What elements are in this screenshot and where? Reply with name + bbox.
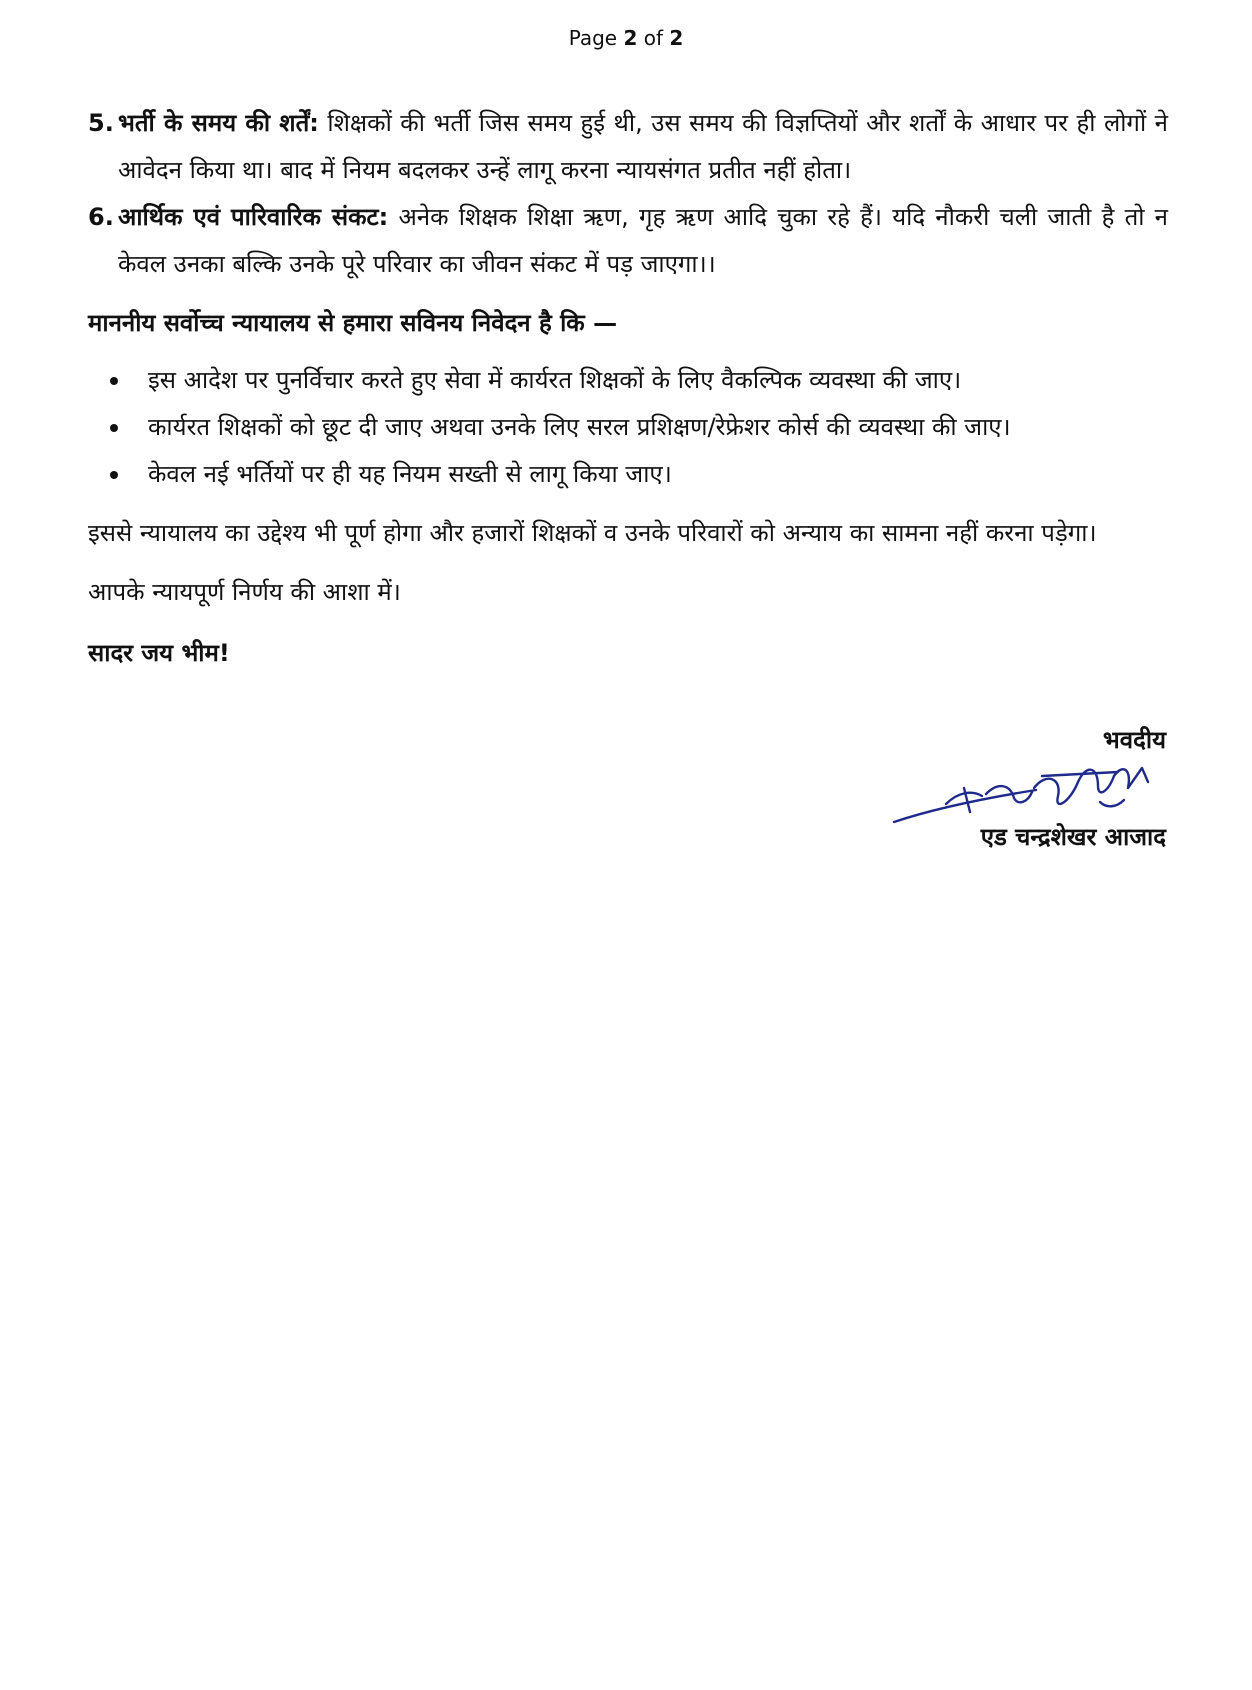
bullet-icon bbox=[110, 424, 118, 432]
bullet-icon bbox=[110, 377, 118, 385]
signature-block bbox=[886, 724, 1166, 864]
letter-body bbox=[88, 100, 1168, 677]
list-item bbox=[88, 357, 1168, 404]
point-text: शिक्षकों की भर्ती जिस समय हुई थी, उस समय की विज्ञप्तियों और शर्तों के आधार पर ही लोगों ने आवेदन किया था। बाद में नियम बदलकर उन्हें लागू करना न्यायसंगत प्रतीत नहीं होता। bbox=[118, 109, 1168, 184]
handwritten-signature bbox=[886, 742, 1156, 832]
page-of: of bbox=[637, 26, 670, 50]
bullet-icon bbox=[110, 471, 118, 479]
salutation: सादर जय भीम! bbox=[88, 639, 230, 667]
page-current: 2 bbox=[623, 26, 638, 50]
point-number: 5. bbox=[88, 109, 114, 137]
point-title: भर्ती के समय की शर्तें: bbox=[118, 109, 319, 137]
point-number: 6. bbox=[88, 203, 114, 231]
valediction: भवदीय bbox=[1102, 726, 1166, 754]
list-item bbox=[88, 404, 1168, 451]
list-item-text: केवल नई भर्तियों पर ही यह नियम सख्ती से लागू किया जाए। bbox=[148, 460, 672, 488]
list-item-text: कार्यरत शिक्षकों को छूट दी जाए अथवा उनके लिए सरल प्रशिक्षण/रेफ्रेशर कोर्स की व्यवस्था की जाए। bbox=[148, 413, 1011, 441]
request-heading: माननीय सर्वोच्च न्यायालय से हमारा सविनय निवेदन है कि — bbox=[88, 309, 618, 337]
closing-paragraph: इससे न्यायालय का उद्देश्य भी पूर्ण होगा और हजारों शिक्षकों व उनके परिवारों को अन्याय का सामना नहीं करना पड़ेगा। bbox=[88, 519, 1097, 547]
point-text: अनेक शिक्षक शिक्षा ऋण, गृह ऋण आदि चुका रहे हैं। यदि नौकरी चली जाती है तो न केवल उनका बल्कि उनके पूरे परिवार का जीवन संकट में पड़ जाएगा।। bbox=[118, 203, 1168, 278]
list-item bbox=[88, 451, 1168, 498]
point-6 bbox=[88, 194, 1168, 288]
signer-name: एड चन्द्रशेखर आजाद bbox=[980, 823, 1166, 851]
request-list bbox=[88, 357, 1168, 498]
page-prefix: Page bbox=[568, 26, 624, 50]
page-total: 2 bbox=[669, 26, 684, 50]
page-number-header bbox=[0, 24, 1252, 52]
list-item-text: इस आदेश पर पुनर्विचार करते हुए सेवा में कार्यरत शिक्षकों के लिए वैकल्पिक व्यवस्था की जाए। bbox=[148, 366, 962, 394]
point-title: आर्थिक एवं पारिवारिक संकट: bbox=[118, 203, 389, 231]
point-5 bbox=[88, 100, 1168, 194]
hope-line: आपके न्यायपूर्ण निर्णय की आशा में। bbox=[88, 578, 401, 606]
